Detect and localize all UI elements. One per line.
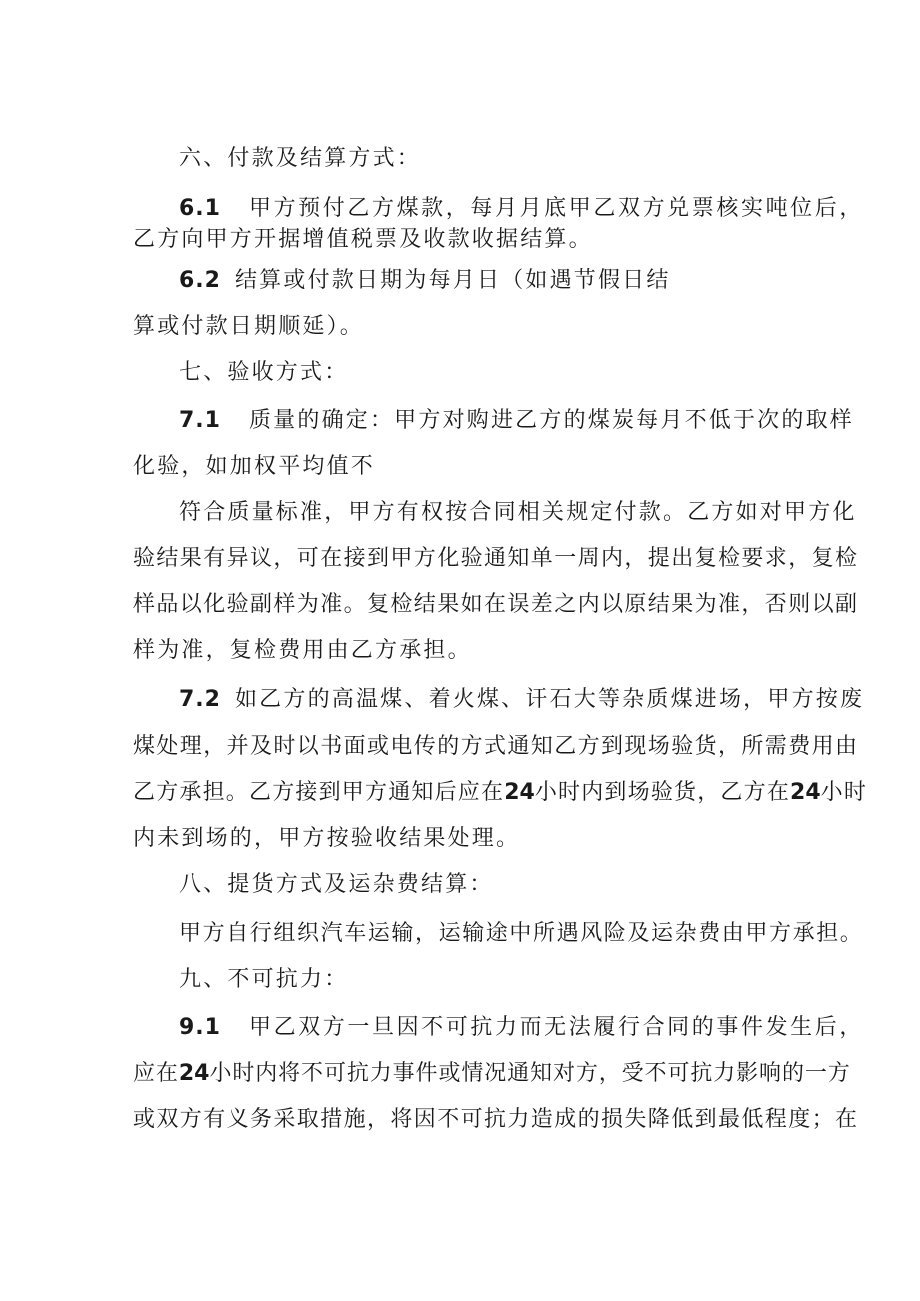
section-8-heading-text: 八、提货方式及运杂费结算： bbox=[179, 872, 494, 897]
clause-text: 化验，如加权平均值不 bbox=[133, 454, 376, 479]
clause-text: 应在 bbox=[133, 1061, 179, 1086]
clause-6-1-line-1 bbox=[179, 193, 864, 225]
clause-text: 乙方承担。乙方接到甲方通知后应在 bbox=[133, 780, 505, 805]
section-6-heading bbox=[179, 143, 421, 175]
clause-7-2-line-4 bbox=[133, 823, 520, 855]
clause-text: 符合质量标准，甲方有权按合同相关规定付款。乙方如对甲方化 bbox=[179, 500, 857, 525]
clause-9-1-line-2 bbox=[133, 1058, 851, 1090]
clause-number: 9.1 bbox=[179, 1015, 221, 1040]
clause-text: 小时 bbox=[820, 780, 868, 805]
clause-text: 煤处理，并及时以书面或电传的方式通知乙方到现场验货，所需费用由 bbox=[133, 734, 859, 759]
clause-text: 样为准，复检费用由乙方承担。 bbox=[133, 638, 472, 663]
clause-text: 甲方自行组织汽车运输，运输途中所遇风险及运杂费由甲方承担。 bbox=[179, 921, 864, 946]
section-7-heading-text: 七、验收方式： bbox=[179, 360, 349, 385]
clause-7-1-line-1 bbox=[179, 405, 854, 437]
clause-6-1-line-2 bbox=[133, 224, 593, 256]
clause-text: 算或付款日期顺延）。 bbox=[133, 314, 365, 339]
clause-number: 7.2 bbox=[179, 687, 221, 712]
section-6-heading-text: 六、付款及结算方式： bbox=[179, 146, 422, 171]
clause-number: 6.2 bbox=[179, 268, 221, 293]
clause-text: 如乙方的高温煤、着火煤、讦石大等杂质煤进场，甲方按废 bbox=[234, 687, 865, 712]
clause-number: 6.1 bbox=[179, 196, 221, 221]
clause-text: 小时内到场验货，乙方在 bbox=[534, 780, 791, 805]
clause-text: 结算或付款日期为每月日（如遇节假日结 bbox=[234, 268, 671, 293]
section-8-body bbox=[179, 918, 863, 950]
clause-text: 乙方向甲方开据增值税票及收款收据结算。 bbox=[133, 227, 593, 252]
section-9-heading bbox=[179, 964, 348, 996]
section-8-heading bbox=[179, 869, 494, 901]
clause-text: 甲方预付乙方煤款，每月月底甲乙双方兑票核实吨位后， bbox=[248, 196, 864, 221]
clause-7-1-line-6 bbox=[133, 635, 472, 667]
clause-text: 或双方有义务采取措施，将因不可抗力造成的损失降低到最低程度；在 bbox=[133, 1107, 859, 1132]
section-7-heading bbox=[179, 357, 348, 389]
clause-7-1-line-4 bbox=[133, 543, 858, 575]
clause-7-1-line-5 bbox=[133, 589, 858, 621]
clause-9-1-line-1 bbox=[179, 1012, 864, 1044]
clause-7-2-line-1 bbox=[179, 684, 864, 716]
clause-7-2-line-2 bbox=[133, 731, 858, 763]
clause-text: 甲乙双方一旦因不可抗力而无法履行合同的事件发生后， bbox=[248, 1015, 864, 1040]
clause-number: 7.1 bbox=[179, 408, 221, 433]
hours-number: 24 bbox=[790, 780, 821, 805]
clause-text: 小时内将不可抗力事件或情况通知对方，受不可抗力影响的一方 bbox=[209, 1061, 851, 1086]
clause-text: 质量的确定：甲方对购进乙方的煤炭每月不低于次的取样 bbox=[248, 408, 854, 433]
clause-9-1-line-3 bbox=[133, 1104, 858, 1136]
clause-7-1-line-2 bbox=[133, 451, 375, 483]
section-9-heading-text: 九、不可抗力： bbox=[179, 967, 349, 992]
clause-text: 验结果有异议，可在接到甲方化验通知单一周内，提出复检要求，复检 bbox=[133, 546, 859, 571]
clause-text: 内未到场的，甲方按验收结果处理。 bbox=[133, 826, 521, 851]
clause-7-1-line-3 bbox=[179, 497, 857, 529]
clause-text: 样品以化验副样为准。复检结果如在误差之内以原结果为准，否则以副 bbox=[133, 592, 859, 617]
hours-number: 24 bbox=[504, 780, 535, 805]
clause-6-2-line-1 bbox=[179, 265, 671, 297]
clause-7-2-line-3 bbox=[133, 777, 867, 809]
hours-number: 24 bbox=[178, 1061, 210, 1086]
clause-6-2-line-2 bbox=[133, 311, 364, 343]
